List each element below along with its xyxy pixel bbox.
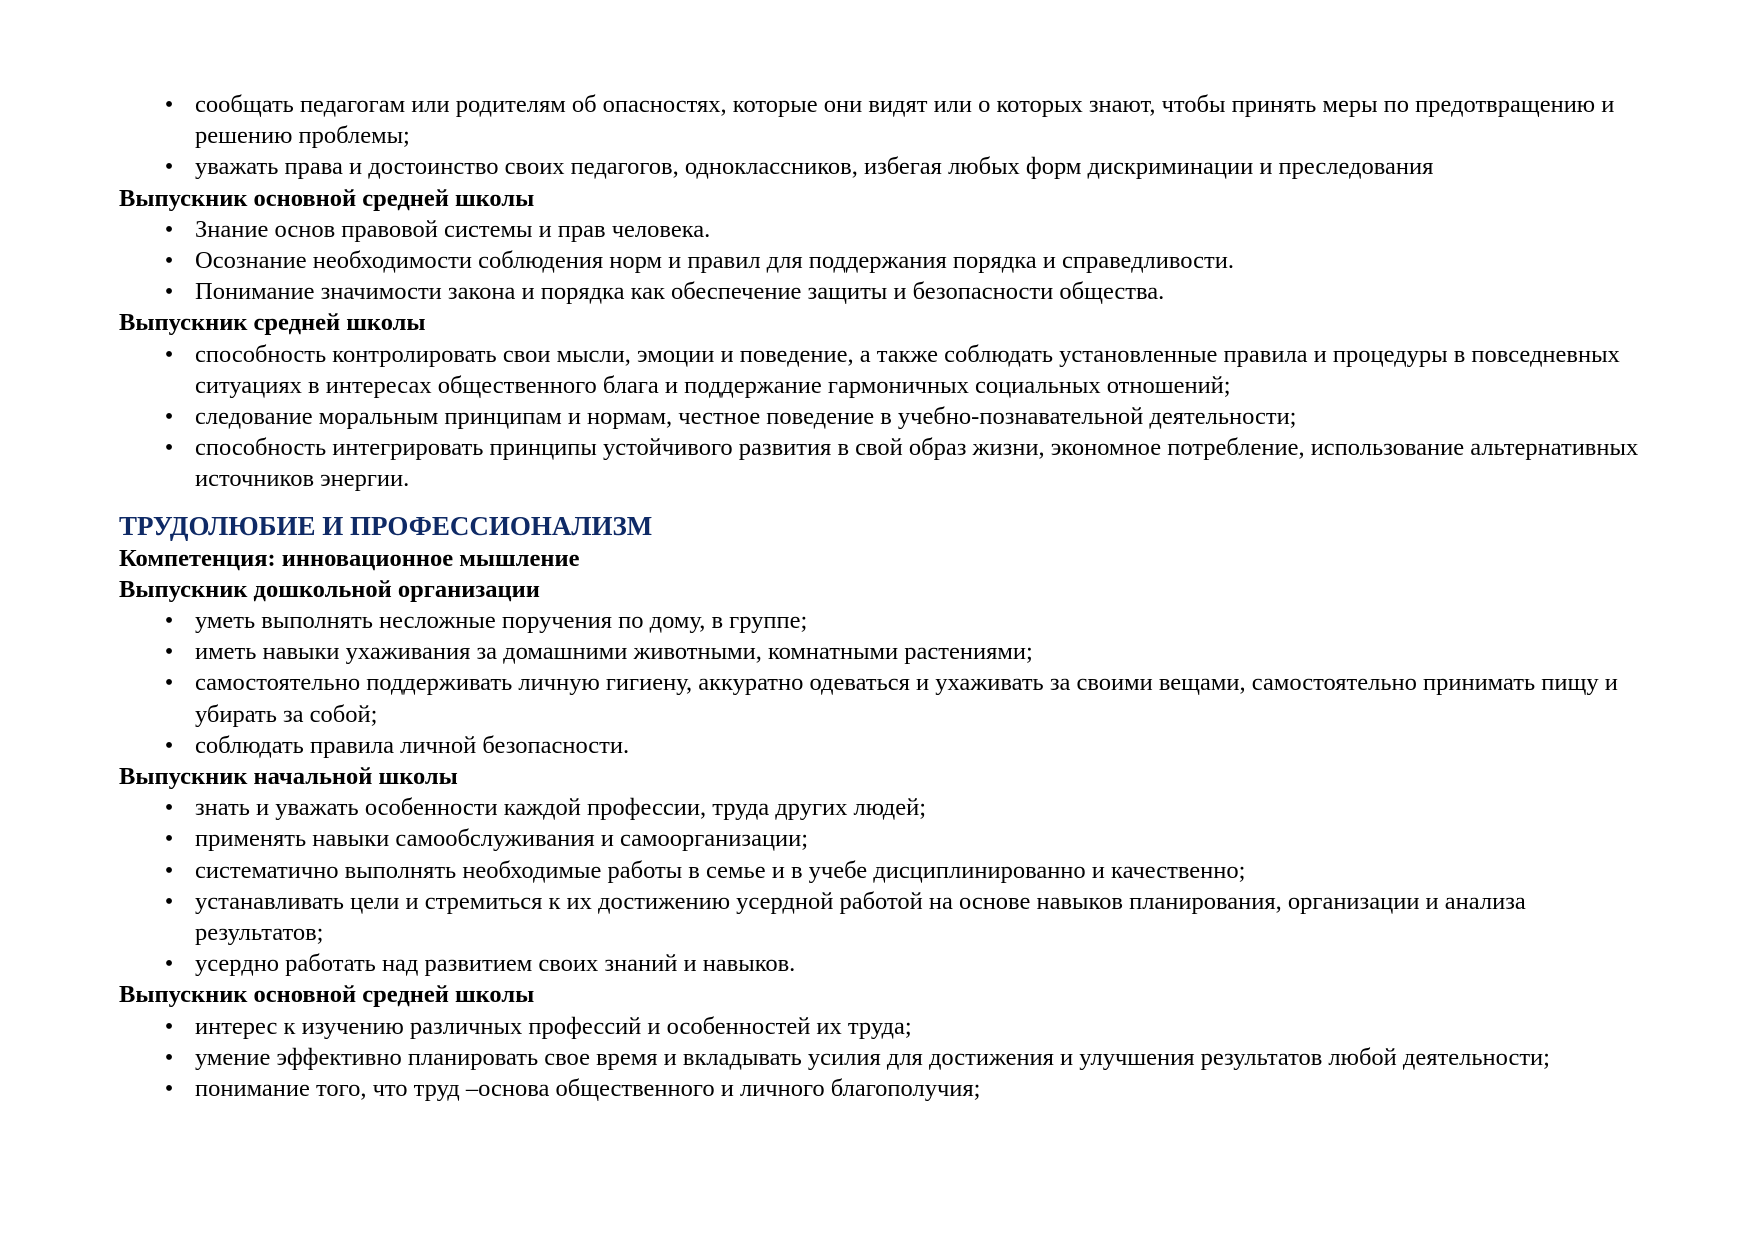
bullet-list	[119, 1011, 1639, 1105]
list-item	[119, 151, 1639, 182]
list-item-text: иметь навыки ухаживания за домашними животными, комнатными растениями;	[195, 638, 1033, 666]
bullet-icon	[159, 886, 179, 917]
bullet-icon	[159, 151, 179, 182]
list-item-text: устанавливать цели и стремиться к их достижению усердной работой на основе навыков планирования, организации и анализа результатов;	[195, 887, 1526, 947]
list-item-text: следование моральным принципам и нормам, честное поведение в учебно-познавательной деятельности;	[195, 403, 1297, 431]
list-item-text: соблюдать правила личной безопасности.	[195, 731, 630, 759]
list-item	[119, 1011, 1639, 1042]
bullet-icon	[159, 855, 179, 886]
list-item	[119, 214, 1639, 245]
list-item	[119, 636, 1639, 667]
list-item	[119, 339, 1639, 401]
list-item-text: усердно работать над развитием своих знаний и навыков.	[195, 950, 796, 978]
list-item-text: уметь выполнять несложные поручения по дому, в группе;	[195, 607, 808, 635]
list-item-text: Знание основ правовой системы и прав человека.	[195, 215, 711, 243]
bullet-icon	[159, 276, 179, 307]
bullet-list	[119, 605, 1639, 761]
list-item-text: уважать права и достоинство своих педагогов, одноклассников, избегая любых форм дискриминации и преследования	[195, 153, 1434, 181]
list-item	[119, 855, 1639, 886]
subheading: Выпускник дошкольной организации	[119, 575, 540, 603]
subheading: Выпускник основной средней школы	[119, 981, 535, 1009]
bullet-icon	[159, 214, 179, 245]
bullet-icon	[159, 89, 179, 120]
list-item-text: интерес к изучению различных профессий и особенностей их труда;	[195, 1012, 912, 1040]
list-item	[119, 730, 1639, 761]
bullet-icon	[159, 730, 179, 761]
list-item-text: Понимание значимости закона и порядка как обеспечение защиты и безопасности общества.	[195, 278, 1165, 306]
list-item	[119, 823, 1639, 854]
bullet-icon	[159, 792, 179, 823]
bullet-icon	[159, 823, 179, 854]
list-item	[119, 948, 1639, 979]
list-item-text: Осознание необходимости соблюдения норм и правил для поддержания порядка и справедливости.	[195, 247, 1234, 275]
list-item-text: умение эффективно планировать свое время и вкладывать усилия для достижения и улучшения результатов любой деятельности;	[195, 1043, 1550, 1071]
list-item	[119, 432, 1639, 494]
list-item	[119, 245, 1639, 276]
document-content	[119, 89, 1639, 1104]
bullet-icon	[159, 401, 179, 432]
list-item-text: систематично выполнять необходимые работы в семье и в учебе дисциплинированно и качественно;	[195, 856, 1246, 884]
bullet-list	[119, 214, 1639, 308]
list-item-text: самостоятельно поддерживать личную гигиену, аккуратно одеваться и ухаживать за своими вещами, самостоятельно принимать пищу и убирать за собой;	[195, 669, 1618, 728]
bullet-icon	[159, 432, 179, 463]
list-item-text: применять навыки самообслуживания и самоорганизации;	[195, 825, 809, 853]
subheading: Выпускник средней школы	[119, 309, 426, 337]
list-item	[119, 605, 1639, 636]
subheading: Выпускник основной средней школы	[119, 184, 535, 212]
list-item	[119, 401, 1639, 432]
bullet-icon	[159, 1011, 179, 1042]
bullet-icon	[159, 245, 179, 276]
list-item	[119, 886, 1639, 948]
bullet-icon	[159, 339, 179, 370]
bullet-icon	[159, 1042, 179, 1073]
bullet-icon	[159, 1073, 179, 1104]
subheading: Выпускник начальной школы	[119, 763, 458, 791]
bullet-icon	[159, 667, 179, 698]
list-item	[119, 1042, 1639, 1073]
list-item	[119, 1073, 1639, 1104]
list-item	[119, 792, 1639, 823]
list-item-text: знать и уважать особенности каждой профессии, труда других людей;	[195, 794, 927, 822]
list-item	[119, 89, 1639, 151]
list-item	[119, 667, 1639, 729]
bullet-icon	[159, 605, 179, 636]
bullet-icon	[159, 948, 179, 979]
bullet-list	[119, 339, 1639, 495]
bullet-icon	[159, 636, 179, 667]
list-item-text: сообщать педагогам или родителям об опасностях, которые они видят или о которых знают, чтобы принять меры по предотвращению и решению проблемы;	[195, 91, 1615, 150]
list-item-text: способность интегрировать принципы устойчивого развития в свой образ жизни, экономное потребление, использование альтернативных источников энергии.	[195, 434, 1639, 493]
list-item	[119, 276, 1639, 307]
list-item-text: способность контролировать свои мысли, эмоции и поведение, а также соблюдать установленные правила и процедуры в повседневных ситуациях в интересах общественного блага и поддержание гармоничных социальных отношений;	[195, 340, 1620, 399]
list-item-text: понимание того, что труд –основа общественного и личного благополучия;	[195, 1075, 981, 1103]
section-title: ТРУДОЛЮБИЕ И ПРОФЕССИОНАЛИЗМ	[119, 510, 653, 541]
bullet-list	[119, 792, 1639, 979]
bullet-list	[119, 89, 1639, 183]
subheading: Компетенция: инновационное мышление	[119, 544, 580, 572]
